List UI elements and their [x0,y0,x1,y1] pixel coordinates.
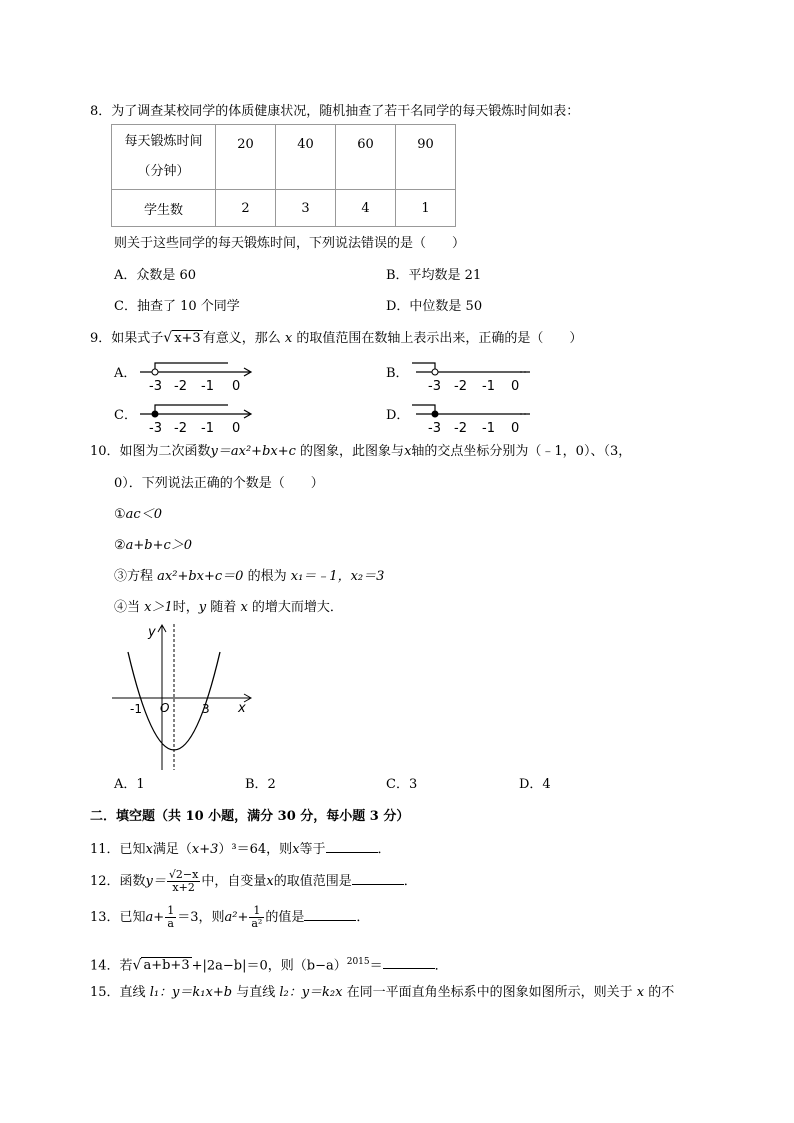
text: 12．函数 [90,874,146,889]
table-time-cell: 60 [336,125,396,190]
text: 的不 [648,985,675,1000]
statement-number: ① [114,507,126,522]
fraction [167,869,200,894]
tick-label: -1 [482,421,495,436]
table-count-cell: 3 [276,190,336,227]
expr: y＝ [145,874,166,889]
q9-stem-a: 9．如果式子 [90,331,164,346]
equation: ax²+bx+c＝0 [157,569,244,584]
parabola-graph [110,616,260,772]
number-line-d [412,400,536,436]
fraction [165,905,176,930]
q12 [90,868,417,896]
text: 10．如图为二次函数 [90,444,211,459]
x-axis-label: x [238,701,246,716]
tick-label: -2 [174,421,187,436]
number-line-a [136,358,258,394]
tick-label: -3 [428,379,441,394]
answer-blank[interactable] [383,956,435,969]
text: ③方程 [114,569,154,584]
q10-option-b: B．2 [245,777,276,792]
table-time-cell: 20 [216,125,276,190]
text: 的值是 [265,910,305,925]
table-count-cell: 1 [396,190,456,227]
text: 的图象，此图象与 [300,444,405,459]
q11 [90,840,391,858]
text: ＝3，则 [177,910,225,925]
y-axis-label: y [148,625,156,640]
var-x: x [266,874,274,889]
neg-root-label: -1 [130,702,142,716]
q8-question: 则关于这些同学的每天锻炼时间，下列说法错误的是（ ） [114,236,466,251]
q8-option-a: A．众数是 60 [114,268,197,283]
text: 时， [172,600,199,615]
expr: a²+ [224,910,249,925]
q8-option-c: C．抽查了 10 个同学 [114,299,240,314]
tick-label: 0 [232,421,241,436]
q15 [90,985,674,1001]
tick-label: 0 [232,379,241,394]
tick-label: 0 [511,421,520,436]
section2-title: 二．填空题（共 10 小题，满分 30 分，每小题 3 分） [90,809,410,824]
exponent: 2015 [346,957,370,967]
tick-label: -1 [482,379,495,394]
var-x: x [145,842,153,857]
tick-label: -2 [174,379,187,394]
q13 [90,904,369,932]
q9-var-x: x [284,331,293,346]
table-time-cell: 40 [276,125,336,190]
q8-option-d: D．中位数是 50 [386,299,483,314]
expr: a+ [145,910,165,925]
var-x: x [404,444,412,459]
tick-label: -2 [454,379,467,394]
q14 [90,954,448,974]
table-time-cell: 90 [396,125,456,190]
text: +|2a−b|＝0，则（b−a） [191,958,347,974]
q8-option-b: B．平均数是 21 [386,268,482,283]
q9-stem-b: 有意义，那么 [202,331,281,346]
text: ³＝64，则 [231,842,293,857]
text: ． [356,910,370,925]
answer-blank[interactable] [326,840,378,853]
equation: y＝ax²+bx+c [210,444,296,459]
denominator: a [167,917,174,930]
q9-radicand: x+3 [174,331,201,346]
numerator: 1 [167,904,175,917]
text: 13．已知 [90,910,146,925]
pos-root-label: 3 [202,702,210,716]
q8-stem: 8．为了调查某校同学的体质健康状况，随机抽查了若干名同学的每天锻炼时间如表： [90,104,580,119]
origin-label: O [160,701,170,715]
tick-label: -3 [149,379,162,394]
denominator: a² [251,917,263,930]
line-l2: l₂：y＝k₂x [279,985,343,1000]
text: 与直线 [236,985,276,1000]
text: ＝ [369,958,383,974]
text: 等于 [299,842,326,857]
text: ． [434,958,448,974]
statement-expr: a+b+c＞0 [125,538,193,553]
text: ④当 [114,600,141,615]
condition: x＞1 [144,600,173,615]
var-x: x [292,842,300,857]
tick-label: -1 [201,379,214,394]
statement-expr: ac＜0 [125,507,162,522]
number-line-b [412,358,536,394]
text: 随着 [210,600,237,615]
q9-label-d: D． [386,408,410,423]
text: 的增大而增大． [251,600,343,615]
text: 在同一平面直角坐标系中的图象如图所示，则关于 [346,985,633,1000]
tick-label: 0 [511,379,520,394]
table-row-label: 学生数 [112,190,216,227]
q9-label-c: C． [114,408,137,423]
text: 15．直线 [90,985,146,1000]
text: 轴的交点坐标分别为（﹣1，0）、（3， [411,444,632,459]
q9-stem [90,330,582,347]
q10-statement-3 [114,569,384,585]
var-x: x [636,985,645,1000]
table-head-line1: 每天锻炼时间 [124,134,203,149]
table-head-cell [112,125,216,190]
text: ． [377,842,391,857]
table-count-cell: 2 [216,190,276,227]
q10-statement-1 [114,507,162,523]
q10-line1 [90,444,631,460]
q10-option-a: A．1 [114,777,145,792]
exercise-table [111,124,456,227]
q9-stem-c: 的取值范围在数轴上表示出来，正确的是（ ） [296,331,583,346]
numerator: √2−x [168,868,199,881]
tick-label: -2 [454,421,467,436]
tick-label: -3 [149,421,162,436]
q10-line2: 0）．下列说法正确的个数是（ ） [114,476,324,491]
q10-statement-4 [114,600,343,616]
q10-option-c: C．3 [386,777,418,792]
var-y: y [198,600,207,615]
line-l1: l₁：y＝k₁x+b [149,985,233,1000]
text: 中，自变量 [201,874,267,889]
q10-statement-2 [114,538,192,554]
text: 14．若 [90,958,133,974]
sqrt-icon: √ [132,957,142,974]
roots: x₁＝﹣1，x₂＝3 [290,569,385,584]
var-x: x [240,600,248,615]
tick-label: -1 [201,421,214,436]
statement-number: ② [114,538,126,553]
text: 的取值范围是 [273,874,352,889]
number-line-c [136,400,258,436]
q9-label-b: B． [386,366,409,381]
denominator: x+2 [172,881,195,894]
fraction [249,905,264,930]
table-head-line2: （分钟） [137,164,190,179]
table-count-cell: 4 [336,190,396,227]
answer-blank[interactable] [352,872,404,885]
answer-blank[interactable] [304,908,356,921]
tick-label: -3 [428,421,441,436]
text: 满足（ [152,842,192,857]
text: ． [403,874,417,889]
text: 11．已知 [90,842,146,857]
sqrt-icon: √ [163,330,173,346]
numerator: 1 [249,905,264,918]
radicand: a+b+3 [143,958,190,974]
text: 的根为 [247,569,287,584]
q10-option-d: D．4 [519,777,551,792]
q9-label-a: A． [114,366,137,381]
text: ） [218,842,232,857]
expr: x+3 [191,842,219,857]
